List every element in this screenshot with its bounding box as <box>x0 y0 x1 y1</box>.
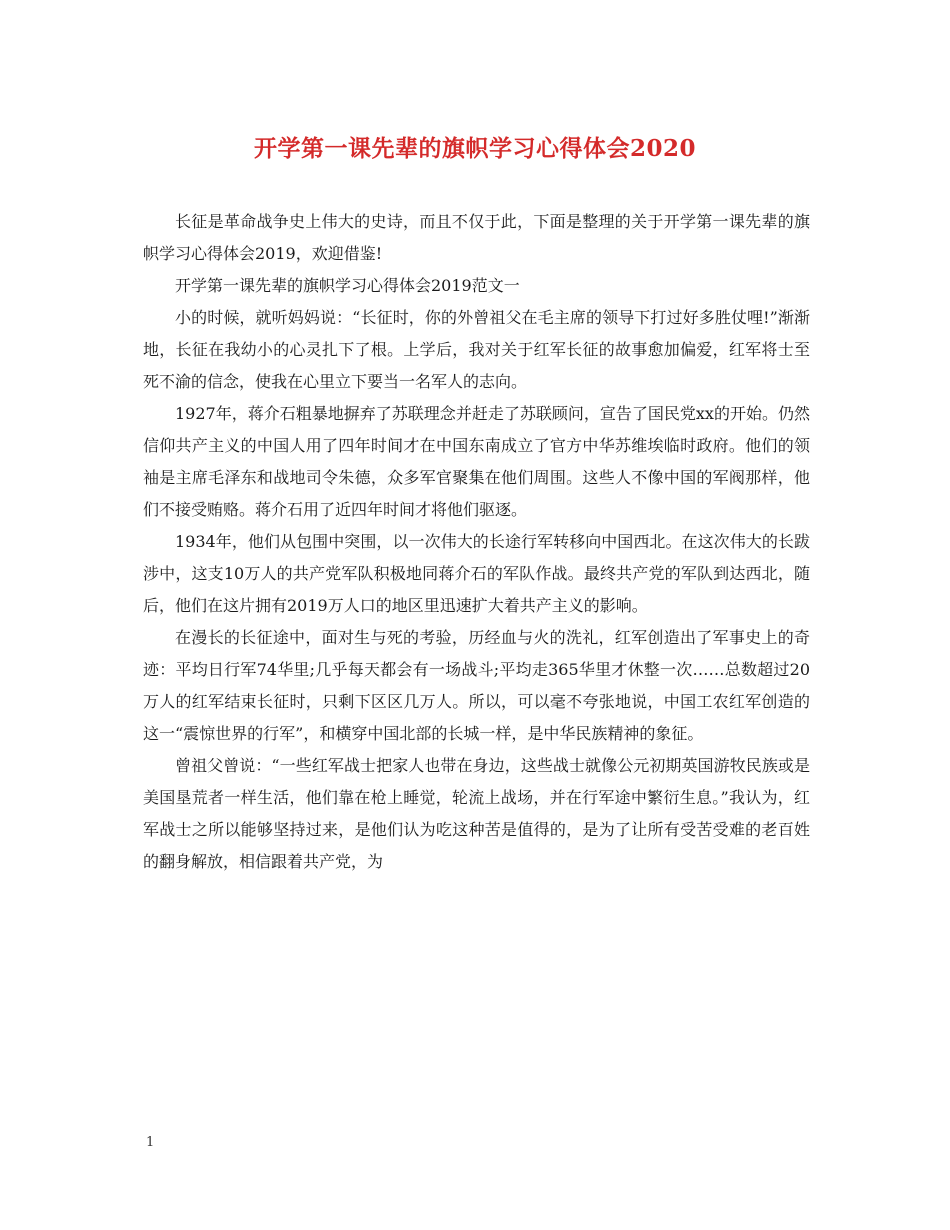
paragraph-1934: 1934年，他们从包围中突围，以一次伟大的长途行军转移向中国西北。在这次伟大的长跋涉中，这支10万人的共产党军队积极地同蒋介石的军队作战。最终共产党的军队到达西北，随后，他们在这片拥有2019万人口的地区里迅速扩大着共产主义的影响。 <box>143 532 810 615</box>
paragraph-long-march: 在漫长的长征途中，面对生与死的考验，历经血与火的洗礼，红军创造出了军事史上的奇迹：平均日行军74华里;几乎每天都会有一场战斗;平均走365华里才休整一次……总数超过20万人的红军结束长征时，只剩下区区几万人。所以，可以毫不夸张地说，中国工农红军创造的这一“震惊世界的行军”，和横穿中国北部的长城一样，是中华民族精神的象征。 <box>143 628 810 743</box>
paragraph-great-grandfather: 曾祖父曾说：“一些红军战士把家人也带在身边，这些战士就像公元初期英国游牧民族或是美国垦荒者一样生活，他们靠在枪上睡觉，轮流上战场，并在行军途中繁衍生息。”我认为，红军战士之所以能够坚持过来，是他们认为吃这种苦是值得的，是为了让所有受苦受难的老百姓的翻身解放，相信跟着共产党，为 <box>143 756 810 871</box>
paragraph-intro: 长征是革命战争史上伟大的史诗，而且不仅于此，下面是整理的关于开学第一课先辈的旗帜学习心得体会2019，欢迎借鉴! <box>143 212 810 263</box>
document-body <box>143 206 810 878</box>
document-title: 开学第一课先辈的旗帜学习心得体会2020 <box>253 135 696 162</box>
paragraph-1927: 1927年，蒋介石粗暴地摒弃了苏联理念并赶走了苏联顾问，宣告了国民党xx的开始。仍然信仰共产主义的中国人用了四年时间才在中国东南成立了官方中华苏维埃临时政府。他们的领袖是主席毛泽东和战地司令朱德，众多军官聚集在他们周围。这些人不像中国的军阀那样，他们不接受贿赂。蒋介石用了近四年时间才将他们驱逐。 <box>143 404 810 519</box>
page-number: 1 <box>146 1135 155 1150</box>
paragraph-subheading: 开学第一课先辈的旗帜学习心得体会2019范文一 <box>175 276 520 295</box>
paragraph-childhood: 小的时候，就听妈妈说：“长征时，你的外曾祖父在毛主席的领导下打过好多胜仗哩!”渐渐地，长征在我幼小的心灵扎下了根。上学后，我对关于红军长征的故事愈加偏爱，红军将士至死不渝的信念，使我在心里立下要当一名军人的志向。 <box>143 308 810 391</box>
